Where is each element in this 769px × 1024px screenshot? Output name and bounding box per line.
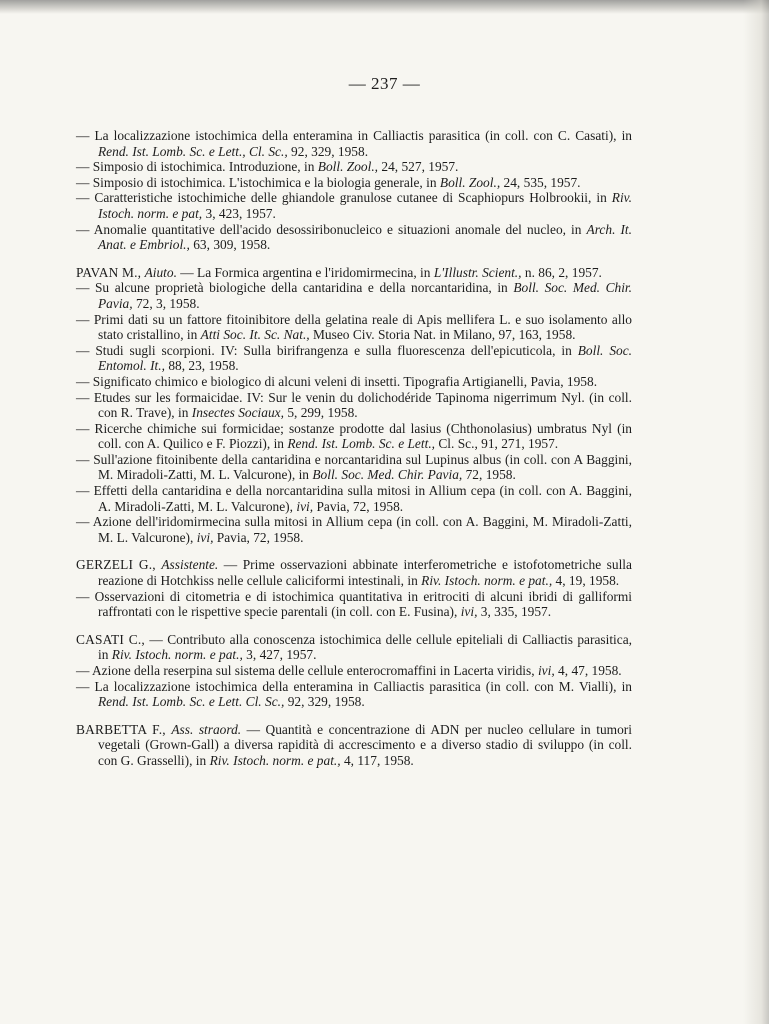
entry-reference: 4, 19, 1958.	[555, 573, 620, 589]
bibliography-entry	[76, 390, 632, 421]
entry-title: — La Formica argentina e l'iridomirmecina, in	[180, 264, 431, 280]
bibliography-section	[76, 632, 632, 710]
entry-title: — Azione dell'iridomirmecina sulla mitosi in Allium cepa (in coll. con A. Baggini, M. Miradoli-Zatti, M. L. Valcurone),	[76, 514, 632, 545]
bibliography-entry	[76, 557, 632, 588]
bibliography-entry	[76, 280, 632, 311]
bibliography	[76, 128, 632, 769]
entry-title: — Sull'azione fitoinibente della cantaridina e norcantaridina sul Lupinus albus (in coll. con A Baggini, M. Miradoli-Zatti, M. L. Valcurone), in	[76, 451, 632, 483]
entry-title: — La localizzazione istochimica della enteramina in Calliactis parasitica (in coll. con C. Casati), in	[76, 128, 632, 143]
entry-author: PAVAN M.,	[76, 264, 142, 280]
bibliography-entry	[76, 679, 632, 710]
bibliography-entry	[76, 589, 632, 620]
entry-reference: Museo Civ. Storia Nat. in Milano, 97, 163, 1958.	[313, 327, 576, 343]
entry-reference: 24, 535, 1957.	[503, 174, 581, 190]
entry-journal: Boll. Soc. Med. Chir. Pavia,	[312, 467, 463, 483]
entry-journal: Boll. Soc. Entomol. It.,	[98, 342, 632, 374]
entry-reference: 63, 309, 1958.	[193, 237, 271, 253]
entry-role: Assistente.	[161, 557, 219, 573]
entry-reference: 5, 299, 1958.	[287, 405, 358, 421]
entry-reference: 92, 329, 1958.	[291, 143, 369, 159]
entry-journal: L'Illustr. Scient.,	[433, 264, 522, 280]
bibliography-entry	[76, 483, 632, 514]
entry-title: — Simposio di istochimica. Introduzione, in	[76, 159, 315, 175]
bibliography-section	[76, 557, 632, 619]
entry-reference: Cl. Sc., 91, 271, 1957.	[438, 436, 559, 452]
entry-title: — Primi dati su un fattore fitoinibitore della gelatina reale di Apis mellifera L. e suo isolamento allo stato cristallino, in	[76, 311, 632, 343]
entry-reference: 4, 117, 1958.	[343, 752, 414, 768]
entry-role: Aiuto.	[144, 264, 177, 280]
entry-title: — Etudes sur les formaicidae. IV: Sur le venin du dolichodéride Tapinoma nigerrimum Nyl. (in coll. con R. Trave), in	[76, 389, 632, 421]
entry-title: — Studi sugli scorpioni. IV: Sulla birifrangenza e sulla fluorescenza dell'epicuticola, in	[76, 342, 572, 358]
bibliography-entry	[76, 663, 632, 679]
entry-title: — Caratteristiche istochimiche delle ghiandole granulose cutanee di Scaphiopurs Holbrookii, in	[76, 190, 607, 206]
entry-journal: Rend. Ist. Lomb. Sc. e Lett., Cl. Sc.,	[98, 143, 288, 159]
entry-journal: Insectes Sociaux,	[191, 405, 284, 421]
entry-title: — Azione della reserpina sul sistema delle cellule enterocromaffini in Lacerta viridis,	[76, 663, 535, 678]
entry-journal: ivi,	[460, 604, 478, 620]
entry-title: — Quantità e concentrazione di ADN per nucleo cellulare in tumori vegetali (Grown-Gall) a diversa rapidità di accrescimento e a diverso stadio di sviluppo (in coll. con G. Grasselli), in	[98, 721, 632, 768]
scan-edge-top	[0, 0, 769, 14]
entry-title: — Significato chimico e biologico di alcuni veleni di insetti. Tipografia Artigianelli, Pavia, 1958.	[76, 373, 598, 389]
entry-journal: Boll. Zool.,	[439, 174, 501, 190]
bibliography-entry	[76, 175, 632, 191]
bibliography-entry	[76, 514, 632, 545]
entry-journal: Arch. It. Anat. e Embriol.,	[98, 221, 632, 253]
entry-title: — Effetti della cantaridina e della norcantaridina sulla mitosi in Allium cepa (in coll. con A. Baggini, A. Miradoli-Zatti, M. L. Valcurone),	[76, 483, 632, 514]
bibliography-section	[76, 722, 632, 769]
entry-journal: Riv. Istoch. norm. e pat.,	[209, 752, 341, 768]
entry-title: — Prime osservazioni abbinate interferometriche e istofotometriche sulla reazione di Hotchkiss nelle cellule caliciformi intestinali, in	[98, 557, 632, 589]
bibliography-entry	[76, 452, 632, 483]
entry-journal: Rend. Ist. Lomb. Sc. e Lett.,	[287, 436, 436, 452]
page-number: — 237 —	[348, 74, 421, 93]
entry-reference: 92, 329, 1958.	[287, 694, 365, 710]
entry-reference: 72, 3, 1958.	[135, 295, 200, 311]
entry-reference: 3, 335, 1957.	[480, 604, 552, 620]
entry-journal: Riv. Istoch. norm. e pat.,	[111, 647, 243, 663]
entry-reference: Pavia, 72, 1958.	[316, 498, 404, 514]
bibliography-entry	[76, 222, 632, 253]
entry-reference: 3, 423, 1957.	[205, 205, 276, 221]
entry-author: CASATI C.,	[76, 631, 145, 647]
bibliography-section	[76, 128, 632, 253]
bibliography-entry	[76, 190, 632, 221]
entry-journal: Atti Soc. It. Sc. Nat.,	[200, 327, 310, 343]
entry-reference: 72, 1958.	[465, 467, 516, 483]
bibliography-entry	[76, 421, 632, 452]
entry-title: — Osservazioni di citometria e di istochimica quantitativa in eritrociti di alcuni ibridi di galliformi raffrontati con le rispettive specie parentali (in coll. con E. Fusina),	[76, 588, 632, 620]
entry-journal: ivi,	[537, 663, 555, 678]
entry-author: GERZELI G.,	[76, 557, 156, 573]
entry-journal: Rend. Ist. Lomb. Sc. e Lett. Cl. Sc.,	[98, 694, 285, 710]
entry-title: — Ricerche chimiche sui formicidae; sostanze prodotte dal lasius (Chthonolasius) umbratus Nyl (in coll. con A. Quilico e F. Piozzi), in	[76, 420, 632, 452]
bibliography-entry	[76, 128, 632, 159]
entry-reference: 24, 527, 1957.	[381, 159, 459, 175]
bibliography-entry	[76, 312, 632, 343]
entry-reference: 3, 427, 1957.	[246, 647, 317, 663]
bibliography-entry	[76, 632, 632, 663]
bibliography-entry	[76, 374, 632, 390]
entry-reference: Pavia, 72, 1958.	[216, 529, 304, 545]
entry-reference: n. 86, 2, 1957.	[524, 264, 602, 280]
entry-title: — Simposio di istochimica. L'istochimica e la biologia generale, in	[76, 174, 437, 190]
entry-role: Ass. straord.	[171, 721, 242, 737]
entry-reference: 4, 47, 1958.	[558, 663, 622, 678]
scan-edge-right	[743, 0, 769, 1024]
entry-author: BARBETTA F.,	[76, 721, 166, 737]
entry-title: — Contributo alla conoscenza istochimica delle cellule epiteliali di Calliactis parasitica, in	[98, 631, 632, 663]
entry-journal: Riv. Istoch. norm. e pat.,	[421, 573, 553, 589]
entry-journal: Riv. Istoch. norm. e pat,	[98, 190, 632, 221]
entry-title: — Su alcune proprietà biologiche della cantaridina e della norcantaridina, in	[76, 280, 508, 296]
entry-journal: Boll. Soc. Med. Chir. Pavia,	[98, 280, 633, 311]
entry-title: — Anomalie quantitative dell'acido desossiribonucleico e situazioni anomale del nucleo, in	[76, 221, 582, 237]
entry-reference: 88, 23, 1958.	[168, 358, 239, 374]
entry-title: — La localizzazione istochimica della enteramina in Calliactis parasitica (in coll. con M. Vialli), in	[76, 678, 632, 694]
bibliography-entry	[76, 159, 632, 175]
bibliography-section	[76, 265, 632, 546]
bibliography-entry	[76, 722, 632, 769]
entry-journal: ivi,	[296, 498, 314, 514]
bibliography-entry	[76, 265, 632, 281]
entry-journal: Boll. Zool.,	[317, 159, 379, 175]
bibliography-entry	[76, 343, 632, 374]
entry-journal: ivi,	[196, 529, 214, 545]
